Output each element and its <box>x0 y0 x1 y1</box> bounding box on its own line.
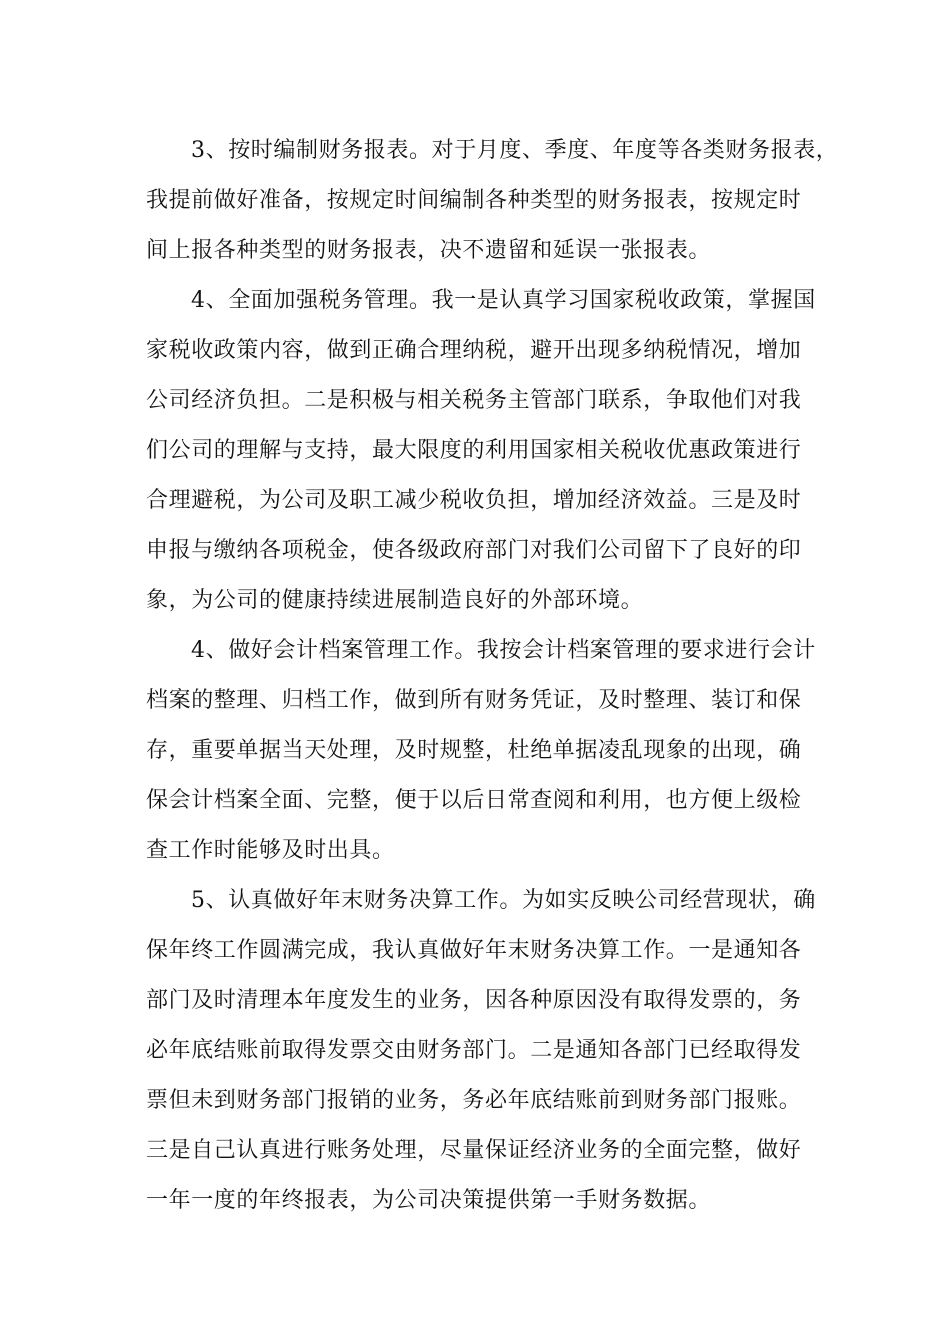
paragraph-line: 一年一度的年终报表，为公司决策提供第一手财务数据。 <box>146 1188 712 1213</box>
paragraph-line: 公司经济负担。二是积极与相关税务主管部门联系，争取他们对我 <box>146 388 802 413</box>
paragraph-line: 我提前做好准备，按规定时间编制各种类型的财务报表，按规定时 <box>146 188 802 213</box>
paragraph-line: 3、按时编制财务报表。对于月度、季度、年度等各类财务报表， <box>191 138 839 163</box>
paragraph-line: 4、做好会计档案管理工作。我按会计档案管理的要求进行会计 <box>191 638 816 663</box>
paragraph-line: 保会计档案全面、完整，便于以后日常查阅和利用，也方便上级检 <box>146 788 802 813</box>
paragraph-line: 合理避税，为公司及职工减少税收负担，增加经济效益。三是及时 <box>146 488 802 513</box>
paragraph-line: 三是自己认真进行账务处理，尽量保证经济业务的全面完整，做好 <box>146 1138 802 1163</box>
paragraph-line: 象，为公司的健康持续进展制造良好的外部环境。 <box>146 588 644 613</box>
paragraph-line: 4、全面加强税务管理。我一是认真学习国家税收政策，掌握国 <box>191 288 816 313</box>
paragraph-line: 票但未到财务部门报销的业务，务必年底结账前到财务部门报账。 <box>146 1088 802 1113</box>
paragraph-line: 间上报各种类型的财务报表，决不遗留和延误一张报表。 <box>146 238 712 263</box>
paragraph-line: 查工作时能够及时出具。 <box>146 838 395 863</box>
paragraph-line: 们公司的理解与支持，最大限度的利用国家相关税收优惠政策进行 <box>146 438 802 463</box>
paragraph-line: 申报与缴纳各项税金，使各级政府部门对我们公司留下了良好的印 <box>146 538 802 563</box>
paragraph-line: 家税收政策内容，做到正确合理纳税，避开出现多纳税情况，增加 <box>146 338 802 363</box>
paragraph-line: 保年终工作圆满完成，我认真做好年末财务决算工作。一是通知各 <box>146 938 802 963</box>
paragraph-line: 存，重要单据当天处理，及时规整，杜绝单据凌乱现象的出现，确 <box>146 738 802 763</box>
paragraph-line: 必年底结账前取得发票交由财务部门。二是通知各部门已经取得发 <box>146 1038 802 1063</box>
paragraph-line: 5、认真做好年末财务决算工作。为如实反映公司经营现状，确 <box>191 888 816 913</box>
paragraph-line: 部门及时清理本年度发生的业务，因各种原因没有取得发票的，务 <box>146 988 802 1013</box>
paragraph-line: 档案的整理、归档工作，做到所有财务凭证，及时整理、装订和保 <box>146 688 802 713</box>
